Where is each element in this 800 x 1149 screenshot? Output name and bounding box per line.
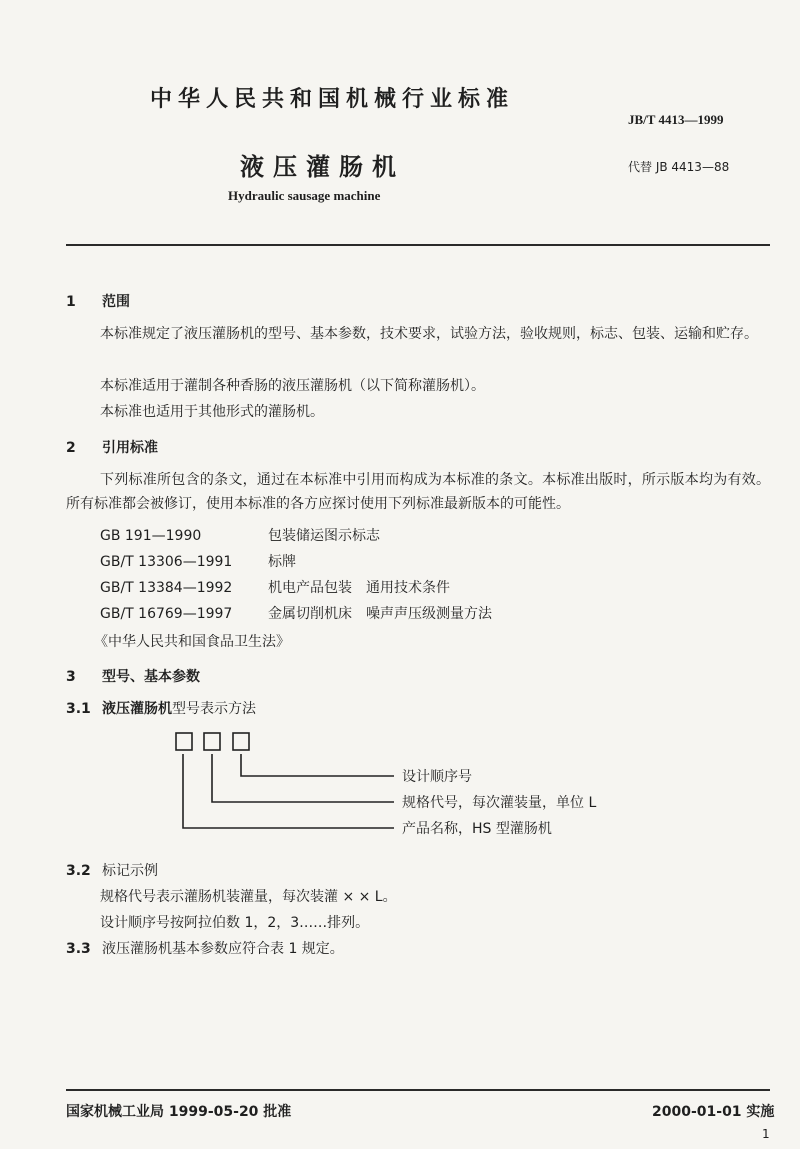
clause-3-2-number: 3.2 [66,863,91,879]
section-3-title: 型号、基本参数 [102,669,200,685]
clause-3-3 [66,939,344,959]
footer-rule [66,1089,770,1091]
reference-title: 金属切削机床 噪声声压级测量方法 [268,606,492,622]
reference-code: GB 191—1990 [100,528,202,544]
page-number: 1 [762,1127,770,1141]
reference-title: 标牌 [268,554,296,570]
diagram-label-product-name: 产品名称，HS 型灌肠机 [402,821,552,837]
section-2-paragraph: 下列标准所包含的条文，通过在本标准中引用而构成为本标准的条文。本标准出版时，所示版本均为有效。所有标准都会被修订，使用本标准的各方应探讨使用下列标准最新版本的可能性。 [66,472,770,512]
leader-line-spec-code [212,754,394,802]
designation-box [176,733,192,750]
reference-title: 机电产品包装 通用技术条件 [268,580,450,596]
reference-code: GB/T 13384—1992 [100,580,233,596]
reference-code: GB/T 13306—1991 [100,554,233,570]
leader-line-design-sequence [241,754,394,776]
designation-box [233,733,249,750]
section-1-paragraph-3: 本标准也适用于其他形式的灌肠机。 [100,404,324,420]
section-1-paragraph-2: 本标准适用于灌制各种香肠的液压灌肠机（以下简称灌肠机）。 [100,378,485,394]
reference-law: 《中华人民共和国食品卫生法》 [94,634,290,650]
clause-3-2-title: 标记示例 [102,863,158,879]
document-title: 液压灌肠机 [240,153,405,181]
english-title: Hydraulic sausage machine [228,188,381,203]
section-1-title: 范围 [102,294,130,310]
clause-3-1-number: 3.1 [66,701,91,717]
clause-3-3-text: 液压灌肠机基本参数应符合表 1 规定。 [102,941,344,957]
section-1-number: 1 [66,294,76,310]
clause-3-1-bold-term: 液压灌肠机 [102,701,172,717]
clause-3-2-line-2: 设计顺序号按阿拉伯数 1，2，3……排列。 [100,915,370,931]
standard-number: JB/T 4413—1999 [628,112,724,127]
clause-3-3-number: 3.3 [66,941,91,957]
diagram-label-spec-code: 规格代号，每次灌装量，单位 L [402,795,597,811]
replaces-note: 代替 JB 4413—88 [628,160,730,174]
section-2-title: 引用标准 [102,440,158,456]
approval-note: 国家机械工业局 1999-05-20 批准 [66,1104,292,1120]
diagram-label-design-sequence: 设计顺序号 [402,769,472,785]
clause-3-1-text: 型号表示方法 [172,701,256,717]
designation-box [204,733,220,750]
reference-title: 包装储运图示标志 [268,528,380,544]
section-2-number: 2 [66,440,76,456]
section-3-number: 3 [66,669,76,685]
section-1-paragraph-1: 本标准规定了液压灌肠机的型号、基本参数，技术要求，试验方法，验收规则，标志、包装、运输和贮存。 [100,326,758,342]
clause-3-2-heading [66,861,158,881]
clause-3-2-line-1: 规格代号表示灌肠机装灌量，每次装灌 × × L。 [100,889,397,905]
issuing-organization: 中华人民共和国机械行业标准 [150,87,515,112]
effective-date: 2000-01-01 实施 [652,1104,775,1120]
reference-code: GB/T 16769—1997 [100,606,233,622]
leader-line-product-name [183,754,394,828]
